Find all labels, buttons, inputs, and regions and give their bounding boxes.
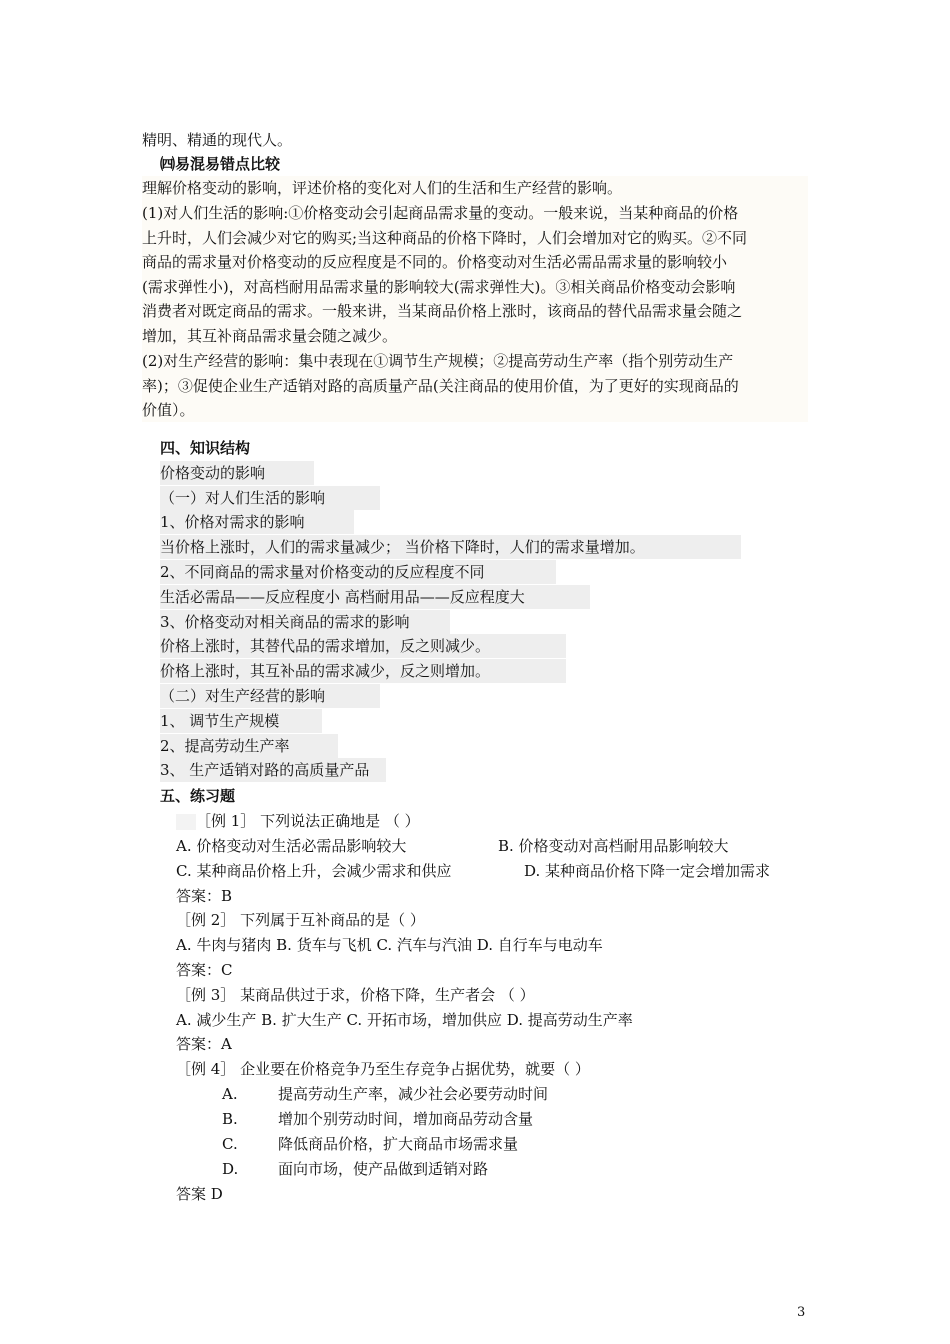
structure-line: 2、提高劳动生产率 bbox=[160, 734, 338, 758]
structure-line: 2、不同商品的需求量对价格变动的反应程度不同 bbox=[160, 560, 556, 584]
structure-line: 价格变动的影响 bbox=[160, 461, 314, 485]
q4-stem: ［例 4］ 企业要在价格竞争乃至生存竞争占据优势，就要（ ） bbox=[176, 1060, 590, 1078]
q2-stem: ［例 2］ 下列属于互补商品的是（ ） bbox=[176, 911, 425, 929]
compare-line: (1)对人们生活的影响:①价格变动会引起商品需求量的变动。一般来说，当某种商品的价格 bbox=[142, 204, 739, 222]
structure-line: 3、价格变动对相关商品的需求的影响 bbox=[160, 610, 450, 634]
q3-options: A. 减少生产 B. 扩大生产 C. 开拓市场，增加供应 D. 提高劳动生产率 bbox=[176, 1011, 633, 1029]
structure-line: 3、 生产适销对路的高质量产品 bbox=[160, 758, 386, 782]
page-number: 3 bbox=[797, 1305, 806, 1320]
compare-line: 价值）。 bbox=[142, 401, 195, 419]
q4-option-letter: B. bbox=[222, 1110, 238, 1128]
q1-option-d: D. 某种商品价格下降一定会增加需求 bbox=[524, 862, 771, 880]
structure-heading: 四、知识结构 bbox=[160, 439, 251, 457]
q1-option-b: B. 价格变动对高档耐用品影响较大 bbox=[498, 837, 729, 855]
structure-line: 生活必需品——反应程度小 高档耐用品——反应程度大 bbox=[160, 585, 590, 609]
q1-shade bbox=[176, 814, 196, 830]
q4-option-letter: C. bbox=[222, 1135, 238, 1153]
structure-line: （一）对人们生活的影响 bbox=[160, 486, 380, 510]
structure-line: 价格上涨时，其互补品的需求减少，反之则增加。 bbox=[160, 659, 566, 683]
q1-option-c: C. 某种商品价格上升，会减少需求和供应 bbox=[176, 862, 452, 880]
q4-option-text: 增加个别劳动时间，增加商品劳动含量 bbox=[278, 1110, 534, 1128]
compare-line: 上升时，人们会减少对它的购买;当这种商品的价格下降时，人们会增加对它的购买。②不同 bbox=[142, 229, 748, 247]
q3-answer: 答案：A bbox=[176, 1035, 232, 1053]
compare-heading: ㈣易混易错点比较 bbox=[160, 155, 281, 173]
compare-line: 率)；③促使企业生产适销对路的高质量产品(关注商品的使用价值，为了更好的实现商品的 bbox=[142, 377, 739, 395]
q2-options: A. 牛肉与猪肉 B. 货车与飞机 C. 汽车与汽油 D. 自行车与电动车 bbox=[176, 936, 603, 954]
q4-option-text: 降低商品价格，扩大商品市场需求量 bbox=[278, 1135, 519, 1153]
structure-line: （二）对生产经营的影响 bbox=[160, 684, 380, 708]
exercises-heading: 五、练习题 bbox=[160, 787, 236, 805]
q1-stem: ［例 1］ 下列说法正确地是 （ ） bbox=[196, 812, 420, 830]
structure-line: 1、价格对需求的影响 bbox=[160, 510, 354, 534]
structure-line: 价格上涨时，其替代品的需求增加，反之则减少。 bbox=[160, 634, 566, 658]
q1-option-a: A. 价格变动对生活必需品影响较大 bbox=[176, 837, 407, 855]
q4-option-letter: A. bbox=[222, 1085, 238, 1103]
structure-line: 当价格上涨时，人们的需求量减少； 当价格下降时，人们的需求量增加。 bbox=[160, 535, 741, 559]
compare-line: (需求弹性小)，对高档耐用品需求量的影响较大(需求弹性大)。③相关商品价格变动会影响 bbox=[142, 278, 736, 296]
q4-option-text: 面向市场，使产品做到适销对路 bbox=[278, 1160, 489, 1178]
q4-answer: 答案 D bbox=[176, 1185, 223, 1203]
q2-answer: 答案：C bbox=[176, 961, 233, 979]
q4-option-text: 提高劳动生产率，减少社会必要劳动时间 bbox=[278, 1085, 549, 1103]
compare-line: 消费者对既定商品的需求。一般来讲，当某商品价格上涨时，该商品的替代品需求量会随之 bbox=[142, 302, 743, 320]
compare-line: 理解价格变动的影响，评述价格的变化对人们的生活和生产经营的影响。 bbox=[142, 179, 623, 197]
q3-stem: ［例 3］ 某商品供过于求，价格下降，生产者会 （ ） bbox=[176, 986, 535, 1004]
intro-tail-text: 精明、精通的现代人。 bbox=[142, 131, 293, 149]
q4-option-letter: D. bbox=[222, 1160, 239, 1178]
compare-line: (2)对生产经营的影响：集中表现在①调节生产规模；②提高劳动生产率（指个别劳动生产 bbox=[142, 352, 734, 370]
compare-line: 增加，其互补商品需求量会随之减少。 bbox=[142, 327, 398, 345]
q1-answer: 答案：B bbox=[176, 887, 233, 905]
compare-line: 商品的需求量对价格变动的反应程度是不同的。价格变动对生活必需品需求量的影响较小 bbox=[142, 253, 728, 271]
structure-line: 1、 调节生产规模 bbox=[160, 709, 322, 733]
